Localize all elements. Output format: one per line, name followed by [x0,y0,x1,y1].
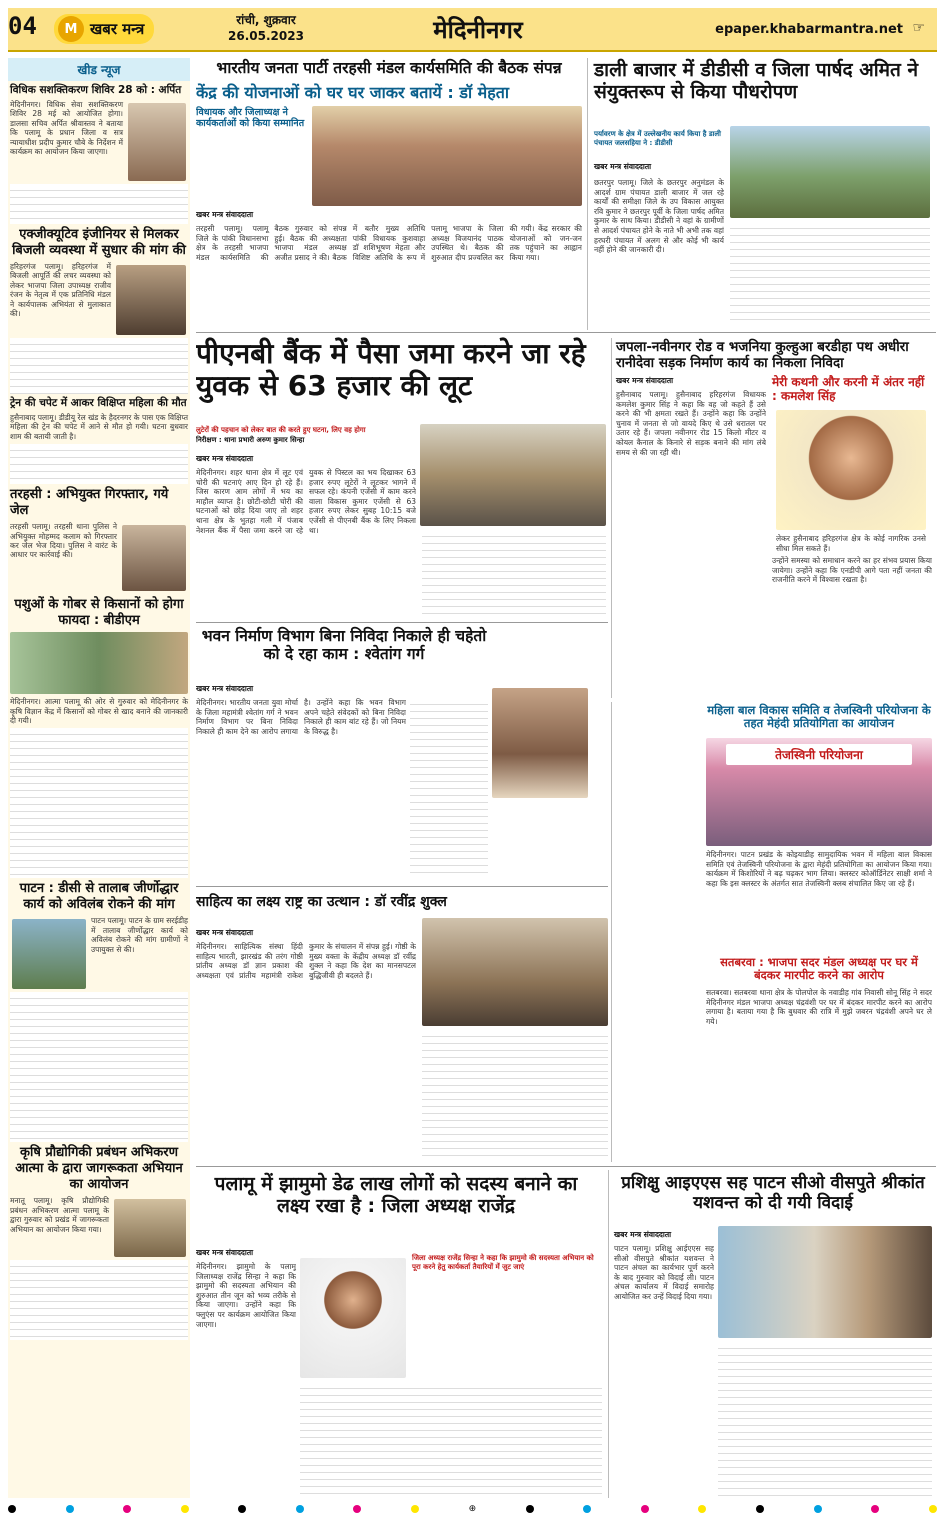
byline-sahitya: खबर मन्त्र संवाददाता [196,928,254,937]
body-ddc: छतरपुर पलामू। जिले के छतरपुर अनुमंडल के आदर्श ग्राम पंचायत डाली बाजार में जल रहे कार्यों की समीक्षा जिले के उप विकास आयुक्त रवि कुमार ने छतरपुर पूर्वी के जिला पार्षद अमित कुमार के साथ किया। डीडीसी ने वहां के ग्रामीणों से आदर्श पंचायत होने के नाते भी अभी तक वहां हरघरी पंचायत में अलग से और कोई भी कार्य नहीं होने की जानकारी दी। [594,178,724,255]
logo-mark: M [58,16,84,42]
brief-body: हुसैनाबाद पलामू। डीडीयू रेल खंड के हैदरनगर के पास एक विक्षिप्त महिला की ट्रेन की चपेट में आने से मौत हो गयी। घटना बुधवार शाम की बतायी जाती है। [10,413,188,441]
photo-tejaswini-event [706,738,932,846]
logo [54,14,154,44]
headline-mahila: महिला बाल विकास समिति व तेजस्विनी परियोजना के तहत मेहंदी प्रतियोगिता का आयोजन [707,703,931,731]
body-bjp: तरहसी पलामू। पलामू जिले के पांकी विधानसभा क्षेत्र के तरहसी भाजपा मंडल कार्यसमिति की बैठक गुरुवार को संपन्न हुई। बैठक की अध्यक्षता भाजपा मंडल अध्यक्ष अजीत प्रसाद ने की। बैठक में बतौर मुख्य अतिथि पांकी विधायक कुशवाहा डॉ शशिभूषण मेहता और विशिष्ट अतिथि के रूप में पलामू भाजपा के जिला अध्यक्ष विजयानंद पाठक उपस्थित थे। बैठक की शुरुआत दीप प्रज्वलित कर की गयी। केंद्र सरकार की योजनाओं को जन-जन तक पहुंचाने का आह्वान किया गया। [196,224,582,262]
brief-body: मनातू पलामू। कृषि प्रौद्योगिकी प्रबंधन अभिकरण आत्मा पलामू के द्वारा गुरुवार को प्रखंड में जागरूकता अभियान का आयोजन किया गया। [10,1196,109,1234]
brief-photo [10,632,188,694]
kicker-bjp: विधायक और जिलाध्यक्ष ने कार्यकर्ताओं को किया सम्मानित [196,107,305,129]
body-satbarwa: सतबरवा। सतबरवा थाना क्षेत्र के पोलपोल के नवाडीह गांव निवासी सोनू सिंह ने सदर मेदिनीनगर मंडल भाजपा अध्यक्ष चंद्रवंशी पर घर में बंदकर मारपीट करने का आरोप लगाया है। बताया गया है कि बुधवार की रात्रि में मुझे जबरन चंद्रवंशी अपने घर ले गये। [706,988,932,1026]
photo-kamlesh-singh [776,410,926,530]
brief-headline: तरहसी : अभियुक्त गिरफ्तार, गये जेल [10,487,169,519]
body-japla: हुसैनाबाद पलामू। हुसैनाबाद हरिहरगंज विधायक कमलेश कुमार सिंह ने कहा कि वह जो कहते हैं उसे करने की भी क्षमता रखते हैं। उन्होंने कहा कि उन्होंने चुनाव में जनता से जो वायदे किए थे उसे धरातल पर उतार रहे हैं। जपला नवीनगर रोड 15 किलो मीटर व कोयल कैनाल के किनारे से सड़क बनाने की मांग लंबे समय से की जा रही थी। [616,390,766,457]
caption-ddc: पर्यावरण के क्षेत्र में उल्लेखनीय कार्य किया है डाली पंचायत जलसहिया ने : डीडीसी [594,130,721,147]
byline-jmm: खबर मन्त्र संवाददाता [196,1248,254,1257]
brief-headline: पाटन : डीसी से तालाब जीर्णोद्धार कार्य को अविलंब रोकने की मांग [19,881,179,913]
headline-satbarwa: सतबरवा : भाजपा सदर मंडल अध्यक्ष पर घर में बंदकर मारपीट करने का आरोप [720,955,918,983]
brief-body: तरहसी पलामू। तरहसी थाना पुलिस ने अभियुक्त मोहम्मद कलाम को गिरफ्तार कर जेल भेज दिया। पुलिस ने वारंट के आधार पर कार्रवाई की। [10,522,117,560]
brief-photo [12,919,86,989]
logo-text: खबर मन्त्र [90,20,145,38]
brief-headline: पशुओं के गोबर से किसानों को होगा फायदा : बीडीएम [14,597,184,629]
headline-japla: जपला-नवीनगर रोड व भजनिया कुल्हुआ बरडीहा पथ अधीरा रानीदेवा सड़क निर्माण कार्य का निकला निविदा [616,339,909,371]
photo-rajendra-sinha [300,1258,406,1378]
crosshair-icon: ⊕ [468,1504,477,1514]
photo-pnb-police [420,424,606,526]
body-patan: पाटन पलामू। प्रशिक्षु आईएएस सह सीओ वीसपुते श्रीकांत यशवन्त ने पाटन अंचल का कार्यभार पूर्ण करने के बाद गुरुवार को विदाई ली। पाटन अंचल कार्यालय में विदाई समारोह आयोजित कर उन्हें विदाई दिया गया। [614,1244,714,1301]
byline-bhawan: खबर मन्त्र संवाददाता [196,684,254,693]
brief-photo [128,103,186,181]
brief-body: मेदिनीनगर। विधिक सेवा सशक्तिकरण शिविर 28 मई को आयोजित होगा। डालसा सचिव अर्पित श्रीवास्तव ने बताया कि पलामू के प्रधान जिला व सत्र न्यायाधीश प्रदीप कुमार चौबे के निर्देशन में कार्यक्रम का आयोजन किया जाएगा। [10,100,123,157]
caption-jmm: जिला अध्यक्ष राजेंद्र सिन्हा ने कहा कि झामुमो की सदस्यता अभियान को पूरा करने हेतु कार्यकर्ता तैयारियों में जुट जाएं [412,1254,594,1271]
brief-body: हरिहरगंज पलामू। हरिहरगंज में बिजली आपूर्ति की लचर व्यवस्था को लेकर भाजपा जिला उपाध्यक्ष राजीव रंजन के नेतृत्व में एक प्रतिनिधि मंडल ने कार्यपालक अभियंता से मुलाकात की। [10,262,111,319]
caption-pnb-2: निरीक्षण : थाना प्रभारी अरुण कुमार सिन्हा [196,436,305,444]
headline-jmm: पलामू में झामुमो डेढ लाख लोगों को सदस्य बनाने का लक्ष्य रखा है : जिला अध्यक्ष राजेंद्र [214,1173,578,1217]
masthead [8,8,937,52]
news-brief-column [8,58,190,1498]
photo-bjp-meeting [312,106,582,206]
brief-photo [122,525,186,591]
section-label: खीड न्यूज [8,58,190,81]
photo-ddc-plantation [730,126,930,218]
epaper-link[interactable]: epaper.khabarmantra.net [715,22,903,37]
body-bhawan: मेदिनीनगर। भारतीय जनता युवा मोर्चा के जिला महामंत्री श्वेतांग गर्ग ने भवन निर्माण विभाग पर बिना निविदा निकाले ही काम देने का आरोप लगाया है। उन्होंने कहा कि भवन विभाग अपने चहेते संवेदकों को बिना निविदा निकाले ही काम बांट रहे हैं। जो नियम के विरुद्ध है। [196,698,406,736]
headline-sahitya: साहित्य का लक्ष्य राष्ट्र का उत्थान : डॉ रवींद्र शुक्ल [196,894,447,910]
brief-headline: विधिक सशक्तिकरण शिविर 28 को : अर्पित [10,84,182,96]
byline-ddc: खबर मन्त्र संवाददाता [594,162,652,171]
body-pnb: मेदिनीनगर। शहर थाना क्षेत्र में लूट एवं चोरी की घटनाएं आए दिन हो रहे हैं। जिस कारण आम लोगों में भय का माहौल व्याप्त है। छोटी-छोटी चोरी की घटनाओं को छोड़ दिया जाए तो शहर थाना क्षेत्र के भुतहा गली में पंजाब नेशनल बैंक में पैसा जमा करने जा रहे युवक से पिस्टल का भय दिखाकर 63 हजार रुपए लूटेरों ने लूटकर भागने में सफल रहे। कंपनी एजेंसी में काम करने वाला विकास कुमार एजेंसी से 63 हजार रुपए लेकर सुबह 10:15 बजे एजेंसी से पीएनबी बैंक के लिए निकला था। [196,468,416,535]
brief-body: पाटन पलामू। पाटन के ग्राम सरईडीह में तालाब जीर्णोद्धार कार्य को अविलंब रोकने की मांग ग्रामीणों ने उपायुक्त से की। [91,916,188,954]
city-day: रांची, शुक्रवार [236,13,296,27]
body-mahila: मेदिनीनगर। पाटन प्रखंड के कोइयाडीह सामुदायिक भवन में महिला बाल विकास समिति एवं तेजस्विनी परियोजना के द्वारा मेहंदी प्रतियोगिता का आयोजन किया गया। कार्यक्रम में किशोरियों ने बढ़ चढ़कर भाग लिया। क्लस्टर कोऑर्डिनेटर साक्षी शर्मा ने कहा कि इस क्लस्टर के अंतर्गत सात तेजस्विनी क्लब संचालित किए जा रहे हैं। [706,850,932,888]
photo-shwetang-garg [492,688,588,798]
issue-date: 26.05.2023 [228,29,304,43]
byline-patan: खबर मन्त्र संवाददाता [614,1230,672,1239]
edition-name: मेदिनीनगर [433,16,523,44]
brief-photo [114,1199,186,1257]
headline-ddc: डाली बाजार में डीडीसी व जिला पार्षद अमित ने संयुक्तरूप से किया पौधरोपण [594,59,919,103]
byline-bjp: खबर मन्त्र संवाददाता [196,210,254,219]
brief-photo [116,265,186,335]
subhead-bjp: केंद्र की योजनाओं को घर घर जाकर बतायें : डॉ मेहता [196,83,509,102]
caption-pnb: लुटेरों की पहचान को लेकर बात की करते हुए घटना, लिए वह होगा [196,426,366,434]
headline-patan: प्रशिक्षु आइएएस सह पाटन सीओ वीसपुते श्रीकांत यशवन्त को दी गयी विदाई [621,1173,925,1213]
headline-pnb: पीएनबी बैंक में पैसा जमा करने जा रहे युवक से 63 हजार की लूट [196,337,586,403]
photo-patan-farewell [718,1226,932,1338]
brief-headline: कृषि प्रौद्योगिकी प्रबंधन अभिकरण आत्मा के द्वारा जागरूकता अभियान का आयोजन [15,1145,183,1193]
subhead-japla: मेरी कथनी और करनी में अंतर नहीं : कमलेश सिंह [772,375,925,403]
byline-pnb: खबर मन्त्र संवाददाता [196,454,254,463]
page-number: 04 [8,12,37,40]
brief-headline: ट्रेन की चपेट में आकर विक्षिप्त महिला की मौत [10,397,187,409]
body-japla-2: उन्होंने समस्या को समाधान करने का हर संभव प्रयास किया जायेगा। उन्होंने कहा कि एनडीपी आगे पता नहीं जनता की राजनीति करने में विश्वास रखता है। [772,556,932,585]
brief-body: मेदिनीनगर। आत्मा पलामू की ओर से गुरुवार को मेदिनीनगर के कृषि विज्ञान केंद्र में किसानों को गोबर से खाद बनाने की जानकारी दी गयी। [10,697,188,726]
headline-bhawan: भवन निर्माण विभाग बिना निविदा निकाले ही चहेतो को दे रहा काम : श्वेतांग गर्ग [201,627,487,663]
byline-japla: खबर मन्त्र संवाददाता [616,376,674,385]
main-content [196,58,936,1498]
caption-japla: लेकर हुसैनाबाद हरिहरगंज क्षेत्र के कोई नागरिक उनसे सीधा मिल सकते हैं। [776,534,926,553]
brief-headline: एक्जीक्यूटिव इंजीनियर से मिलकर बिजली व्यवस्था में सुधार की मांग की [12,227,186,258]
photo-sahitya-gosthi [422,918,608,1026]
hand-cursor-icon: ☞ [912,20,925,36]
print-registration-strip [8,1505,937,1513]
headline-bjp: भारतीय जनता पार्टी तरहसी मंडल कार्यसमिति की बैठक संपन्न [216,59,562,77]
body-sahitya: मेदिनीनगर। साहित्यिक संस्था हिंदी साहित्य भारती, झारखंड की तरंग गोष्ठी प्रांतीय अध्यक्ष डॉ ज्ञान प्रकाश की अध्यक्षता एवं प्रांतीय महामंत्री राकेश कुमार के संचालन में संपन्न हुई। गोष्ठी के मुख्य वक्ता के केंद्रीय अध्यक्ष डॉ रवींद्र शुक्ल ने कहा कि देश का मानसपटल बुद्धिजीवी ही बदलते हैं। [196,942,416,980]
banner-tejaswini: तेजस्विनी परियोजना [726,744,912,765]
body-jmm: मेदिनीनगर। झामुमो के पलामू जिलाध्यक्ष राजेंद्र सिन्हा ने कहा कि झामुमो की सदस्यता अभियान की शुरुआत तीन जून को भव्य तरीके से किया जाएगा। उन्होंने कहा कि फ्लुएंस पर कार्यक्रम आयोजित किया जाएगा। [196,1262,296,1329]
dateline [228,12,304,44]
